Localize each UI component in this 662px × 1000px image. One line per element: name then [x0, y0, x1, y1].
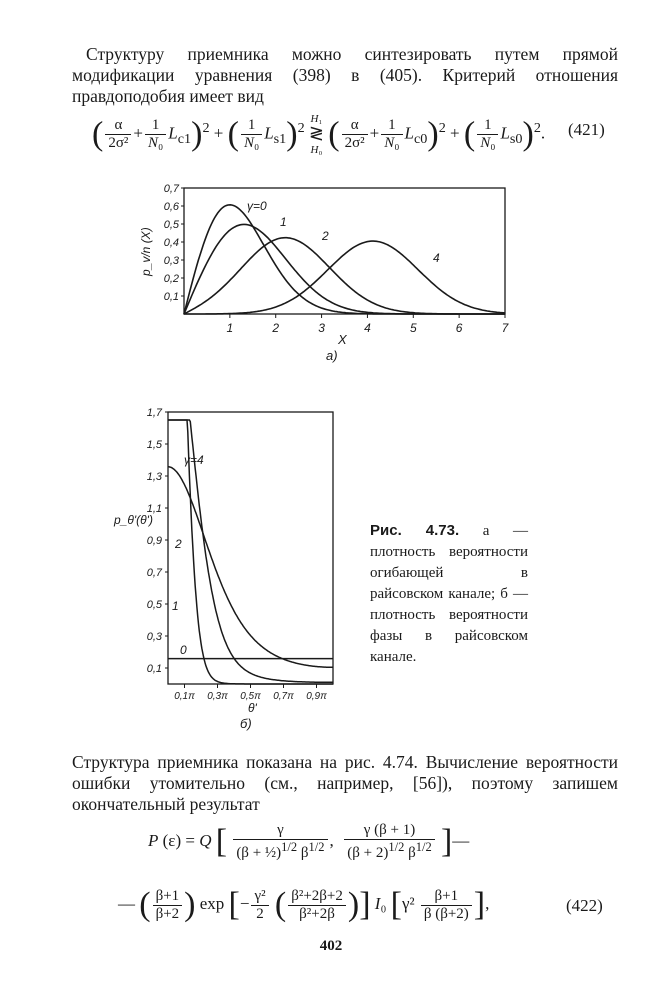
- figure-a-xlabel: X: [338, 332, 347, 347]
- figure-a-curve-label: 2: [322, 229, 329, 243]
- figure-b-x-tick-label: 0,9π: [306, 691, 327, 702]
- figure-a-x-tick-label: 1: [226, 321, 234, 335]
- equation-421: ( $\frac{\alpha}{\text{2σ²}}$ + $\frac{1}{\text{N₀}}$ $L_{c1})^2$ + ( $\frac{1}{\text{N₀}}$ $L_{s1})^2$ H₁ ≷ H₀ ( $\frac{\alpha}{\text{2σ²}}$ + $\frac{1}{\text{N₀}}$ $L_{c0})^2$ + ( $\frac{1}{\text{N₀}}$ $L_{s0})^2$.: [92, 113, 546, 156]
- figure-b-y-tick-label: 0,3: [146, 631, 162, 643]
- figure-b-y-tick-label: 1,7: [146, 407, 162, 419]
- figure-a-x-tick-label: 5: [409, 321, 417, 335]
- figure-b-y-tick-label: 0,7: [146, 567, 162, 579]
- figure-a-y-tick-label: 0,2: [163, 273, 179, 285]
- figure-b-xlabel: θ': [248, 701, 257, 715]
- figure-a-x-tick-label: 2: [272, 321, 280, 335]
- figure-b-x-tick-label: 0,5π: [240, 691, 261, 702]
- figure-a-y-tick-label: 0,7: [163, 183, 179, 195]
- figure-a-y-tick-label: 0,5: [163, 219, 179, 231]
- equation-422-line2: — ( $\frac{\beta+1}{\beta+2}$ ) exp [− $\frac{\text{γ²}}{2}$ ( $\frac{\text{β²+2β+2}}{\text{β²+2β}}$ )] I₀ [γ² $\frac{\beta+1}{\beta (\beta+2)}$ ],: [118, 886, 490, 923]
- figure-a-x-tick-label: 3: [318, 321, 325, 335]
- equation-422-number: (422): [566, 896, 603, 915]
- intro-paragraph: Структуру приемника можно синтезировать путем прямой модификации уравнения (398) в (405). Критерий отношения правдоподобия имеет вид: [72, 44, 618, 106]
- figure-b-curve-2: [168, 467, 333, 668]
- figure-a-x-tick-label: 6: [455, 321, 463, 335]
- figure-b-y-tick-label: 0,1: [146, 663, 162, 675]
- figure-a-y-tick-label: 0,3: [163, 255, 179, 267]
- figure-b-curve-label: γ=4: [184, 453, 204, 467]
- caption-text: а — плотность вероятности огибающей в райсовском канале; б — плотность вероятности фазы в райсовском канале.: [370, 523, 528, 665]
- figure-a-ylabel: p_v/n (X): [139, 227, 153, 276]
- figure-b-x-tick-label: 0,7π: [273, 691, 294, 702]
- equation-422-line1: P (ε) = Q [ $\frac{\gamma}{(\beta + \frac{1}{2})^{1/2} \beta^{1/2}}$ , $\frac{\gamma (\beta + 1)}{(\beta + 2)^{1/2} \beta^{1/2}}$ ]—: [148, 822, 470, 861]
- figure-b-y-tick-label: 0,9: [146, 535, 162, 547]
- page-number: 402: [319, 938, 343, 954]
- figure-b-y-tick-label: 1,3: [146, 471, 162, 483]
- figure-b-ylabel: p_θ'(θ'): [114, 513, 153, 527]
- figure-a-y-tick-label: 0,4: [163, 237, 179, 249]
- figure-b-y-tick-label: 0,5: [146, 599, 162, 611]
- figure-a-curve-label: 1: [280, 215, 287, 229]
- figure-a-panel-label: а): [326, 348, 338, 363]
- caption-prefix: Рис. 4.73.: [370, 522, 460, 539]
- figure-a-y-tick-label: 0,1: [163, 291, 179, 303]
- figure-a-curve-label: 4: [433, 251, 440, 265]
- figure-a-x-tick-label: 7: [501, 321, 509, 335]
- figure-b-curve-label: 0: [180, 643, 187, 657]
- figure-b-x-tick-label: 0,3π: [207, 691, 228, 702]
- figure-caption: [370, 520, 528, 668]
- figure-b-panel-label: б): [240, 716, 252, 731]
- second-paragraph: Структура приемника показана на рис. 4.74. Вычисление вероятности ошибки утомительно (см., например, [56]), поэтому запишем окончательный результат: [72, 752, 618, 814]
- figure-a-x-tick-label: 4: [364, 321, 371, 335]
- figure-a-y-tick-label: 0,6: [163, 201, 179, 213]
- figure-b-y-tick-label: 1,1: [146, 503, 162, 515]
- figure-b-curve-label: 2: [175, 537, 182, 551]
- figure-b-x-tick-label: 0,1π: [174, 691, 195, 702]
- figure-a-curve-label: γ=0: [247, 199, 267, 213]
- equation-421-number: (421): [568, 120, 605, 139]
- figure-b-y-tick-label: 1,5: [146, 439, 162, 451]
- figure-b-curve-label: 1: [172, 599, 179, 613]
